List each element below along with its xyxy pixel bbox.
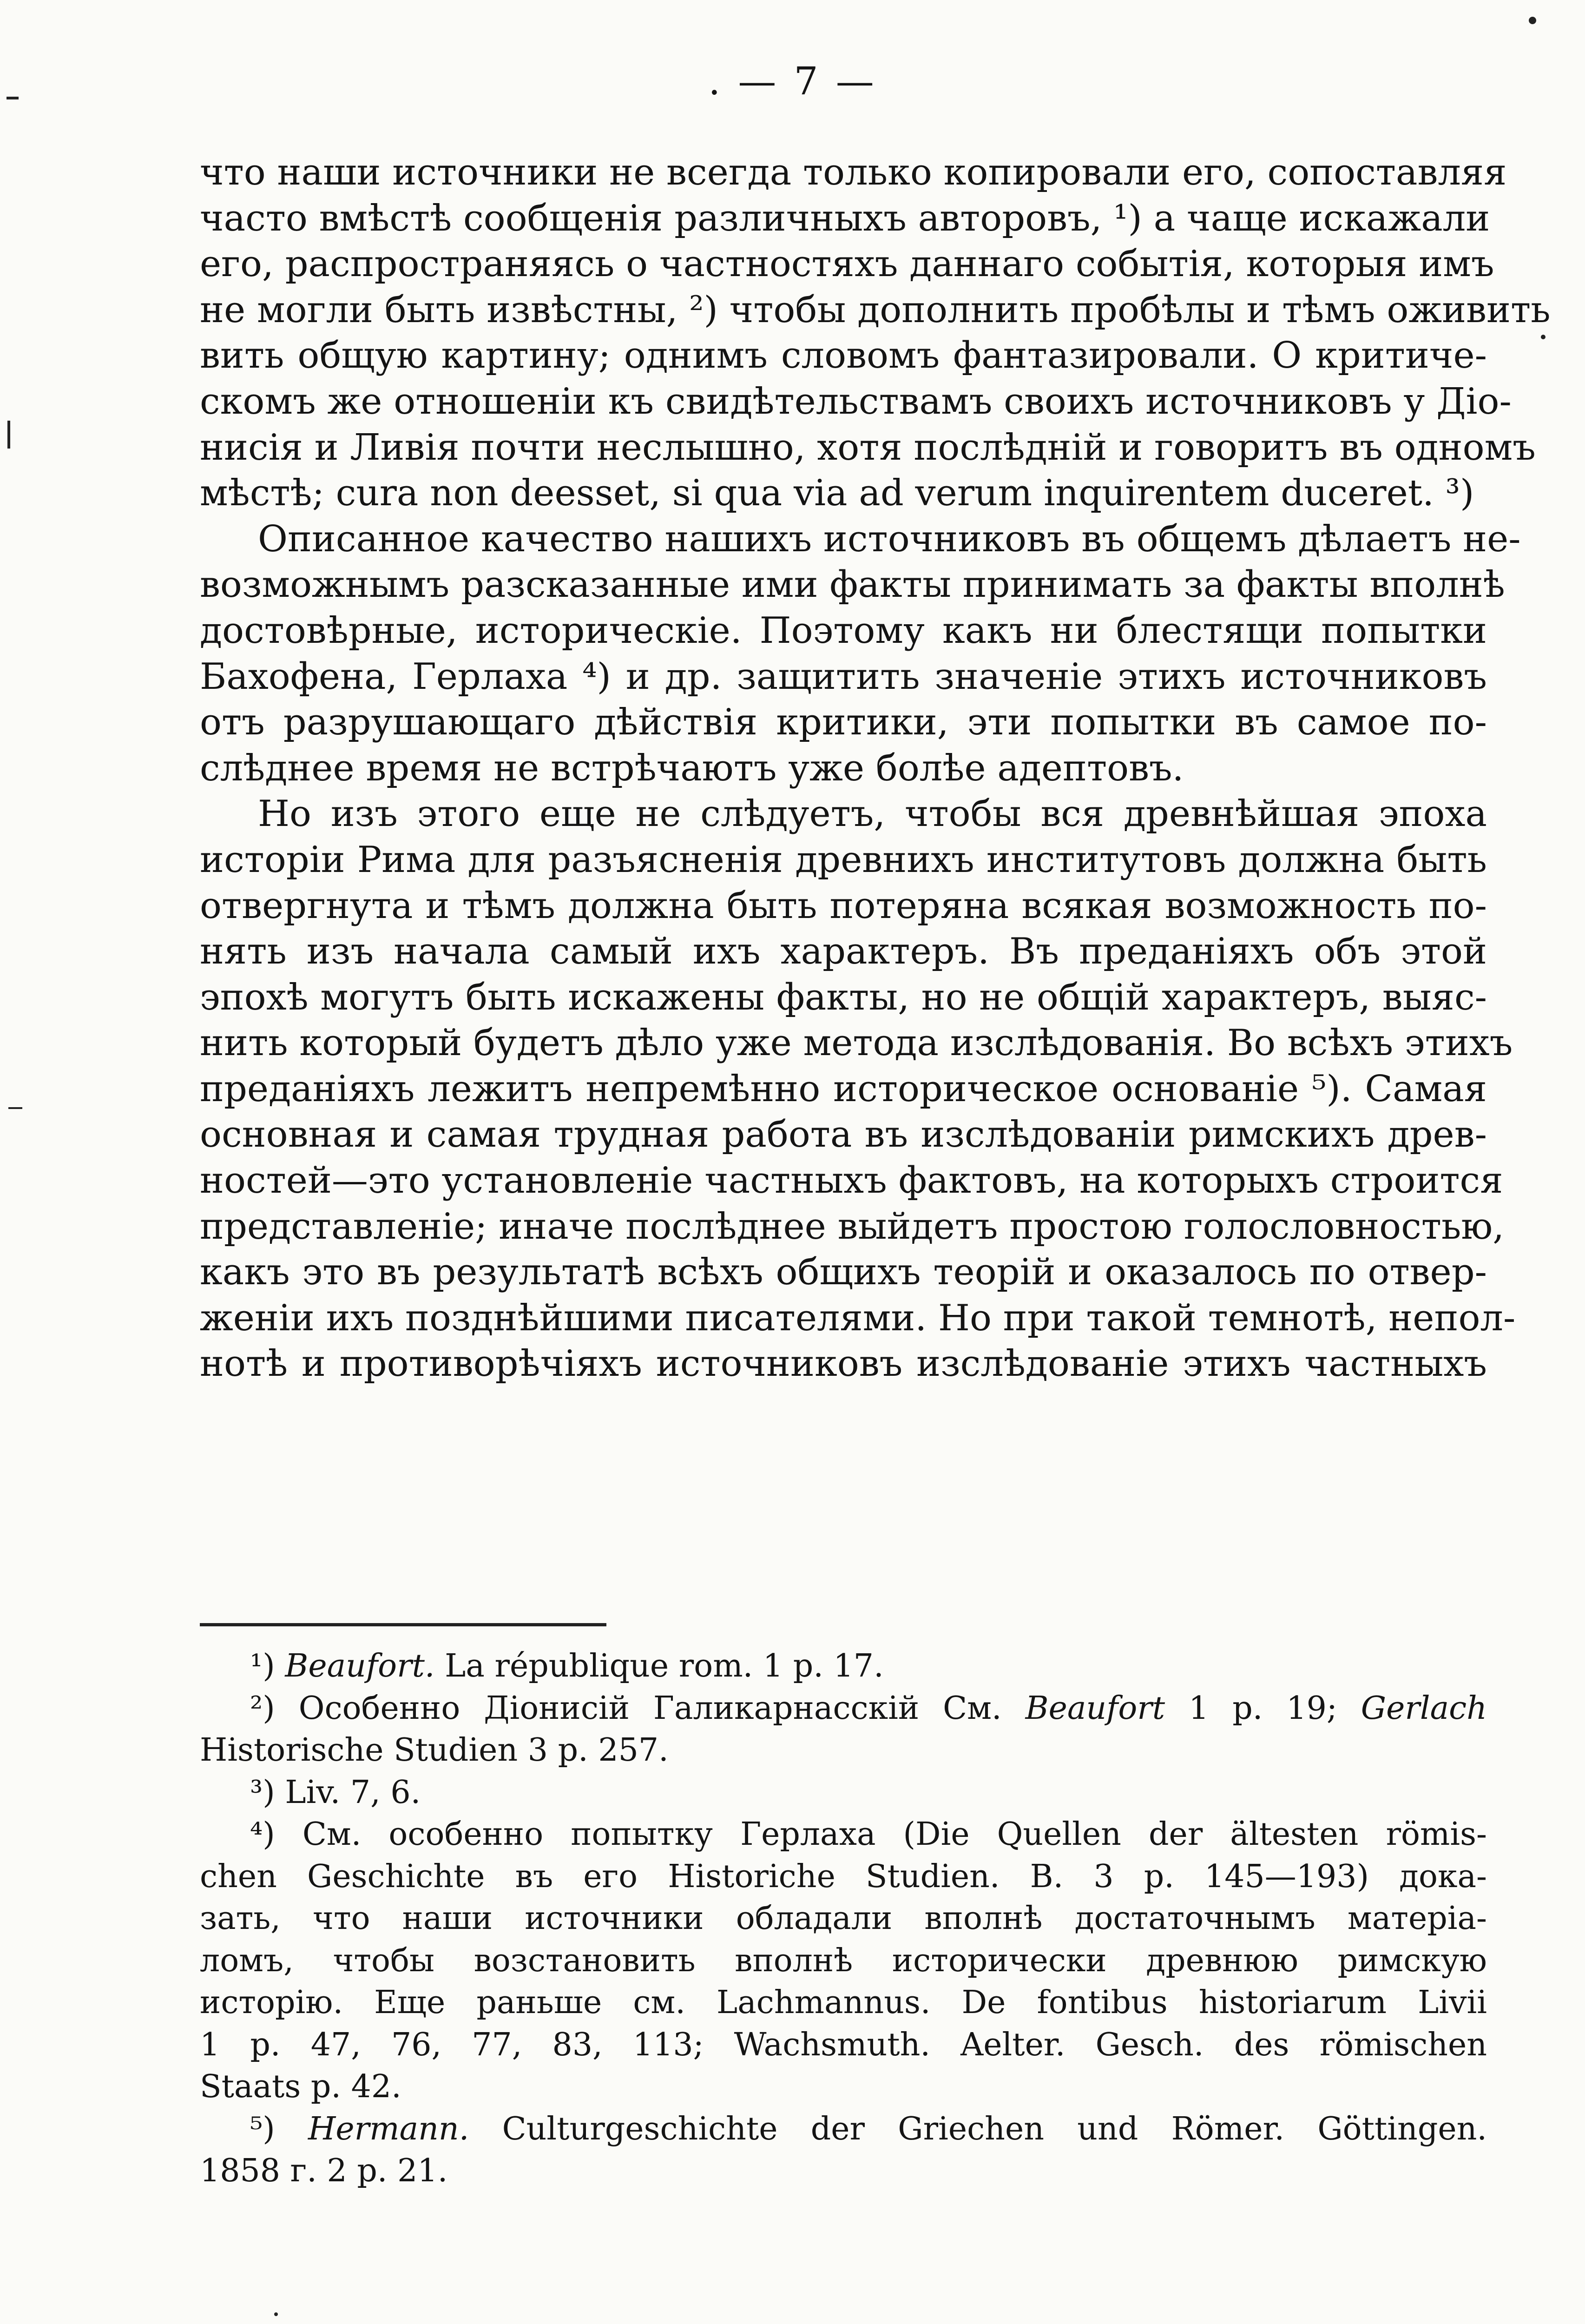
footnote-text: Culturgeschichte der Griechen und Römer. Göttingen.	[502, 2110, 1487, 2147]
footnote-3	[200, 1772, 1487, 1814]
scan-speck	[274, 2312, 278, 2316]
footnote-4-line: зать, что наши источники обладали вполнѣ достаточнымъ матеріа-	[200, 1900, 1487, 1937]
text-line: эпохѣ могутъ быть искажены факты, но не общій характеръ, выяс-	[200, 976, 1487, 1018]
text-line: скомъ же отношеніи къ свидѣтельствамъ своихъ источниковъ у Діо-	[200, 380, 1512, 423]
text-line: возможнымъ разсказанные ими факты принимать за факты вполнѣ	[200, 564, 1505, 606]
text-line: отъ разрушающаго дѣйствія критики, эти попытки въ самое по-	[200, 701, 1487, 744]
footnote-author: Hermann.	[308, 2110, 469, 2147]
text-line: представленіе; иначе послѣднее выйдетъ простою голословностью,	[200, 1205, 1505, 1248]
footnote-4-line: Staats p. 42.	[200, 2068, 401, 2105]
text-line: нять изъ начала самый ихъ характеръ. Въ преданіяхъ объ этой	[200, 931, 1487, 973]
scan-speck	[8, 1107, 22, 1109]
footnote-text: 1 p. 19;	[1189, 1690, 1337, 1727]
footnote-author: Beaufort.	[285, 1648, 435, 1684]
footnote-2-continued: Historische Studien 3 p. 257.	[200, 1732, 669, 1769]
text-line: его, распространяясь о частностяхъ даннаго событія, которыя имъ	[200, 243, 1494, 285]
text-line: слѣднее время не встрѣчаютъ уже болѣе адептовъ.	[200, 747, 1184, 789]
footnote-marker: ¹)	[250, 1648, 275, 1684]
paragraph-2	[200, 516, 1521, 792]
text-line: Описанное качество нашихъ источниковъ въ общемъ дѣлаетъ не-	[258, 518, 1521, 560]
footnote-author: Gerlach	[1361, 1690, 1487, 1727]
text-line: часто вмѣстѣ сообщенія различныхъ авторовъ, ¹) а чаще искажали	[200, 197, 1490, 239]
footnote-text: Liv. 7, 6.	[285, 1774, 421, 1811]
text-line: исторіи Рима для разъясненія древнихъ институтовъ должна быть	[200, 838, 1487, 881]
footnote-author: Beaufort	[1025, 1690, 1165, 1727]
footnote-4-line: chen Geschichte въ его Historiche Studien. B. 3 p. 145—193) дока-	[200, 1858, 1487, 1895]
footnote-4-line: исторію. Еще раньше см. Lachmannus. De fontibus historiarum Livii	[200, 1984, 1487, 2021]
text-line: нотѣ и противорѣчіяхъ источниковъ изслѣдованіе этихъ частныхъ	[200, 1343, 1487, 1385]
footnote-1	[200, 1645, 1487, 1688]
text-line: мѣстѣ; cura non deesset, si qua via ad verum inquirentem duceret. ³)	[200, 472, 1474, 515]
text-line: какъ это въ результатѣ всѣхъ общихъ теорій и оказалось по отвер-	[200, 1251, 1487, 1294]
text-line: нить который будетъ дѣло уже метода изслѣдованія. Во всѣхъ этихъ	[200, 1022, 1513, 1064]
paragraph-3	[200, 791, 1516, 1387]
text-line: преданіяхъ лежитъ непремѣнно историческое основаніе ⁵). Самая	[200, 1068, 1487, 1110]
scan-speck	[7, 97, 19, 99]
footnote-text: Особенно Діонисій Галикарнасскій См.	[298, 1690, 1002, 1727]
text-line: не могли быть извѣстны, ²) чтобы дополнить пробѣлы и тѣмъ оживить	[200, 289, 1551, 331]
footnote-4	[200, 1814, 1487, 1856]
footnote-marker: ²)	[250, 1690, 275, 1727]
footnote-divider	[200, 1623, 606, 1626]
page-number: . — 7 —	[708, 59, 877, 104]
text-line: женіи ихъ позднѣйшими писателями. Но при такой темнотѣ, непол-	[200, 1297, 1516, 1339]
footnote-5-continued: 1858 г. 2 p. 21.	[200, 2152, 448, 2189]
text-line: Бахофена, Герлаха ⁴) и др. защитить значеніе этихъ источниковъ	[200, 655, 1487, 698]
body-text	[200, 150, 1551, 1387]
footnote-text: См. особенно попытку Герлаха (Die Quellen der ältesten römis-	[302, 1816, 1487, 1853]
footnote-text: La république rom. 1 p. 17.	[445, 1648, 884, 1684]
footnote-5	[200, 2108, 1487, 2151]
footnote-marker: ³)	[250, 1774, 275, 1811]
footnote-4-line: 1 p. 47, 76, 77, 83, 113; Wachsmuth. Aelter. Gesch. des römischen	[200, 2026, 1487, 2063]
text-line: нисія и Ливія почти неслышно, хотя послѣдній и говоритъ въ одномъ	[200, 426, 1536, 469]
text-line: достовѣрные, историческіе. Поэтому какъ ни блестящи попытки	[200, 609, 1487, 652]
footnote-marker: ⁴)	[250, 1816, 275, 1853]
scan-speck	[1541, 335, 1546, 339]
scan-speck	[7, 421, 10, 449]
paragraph-1	[200, 150, 1551, 516]
text-line: что наши источники не всегда только копировали его, сопоставляя	[200, 152, 1507, 193]
text-line: вить общую картину; однимъ словомъ фантазировали. О критиче-	[200, 335, 1487, 377]
text-line: ностей—это установленіе частныхъ фактовъ, на которыхъ строится	[200, 1160, 1503, 1202]
footnotes	[200, 1645, 1487, 2192]
scan-speck	[1529, 17, 1536, 24]
footnote-2	[200, 1688, 1487, 1730]
text-line: отвергнута и тѣмъ должна быть потеряна всякая возможность по-	[200, 885, 1487, 927]
footnote-4-line: ломъ, чтобы возстановить вполнѣ исторически древнюю римскую	[200, 1942, 1487, 1979]
text-line: Но изъ этого еще не слѣдуетъ, чтобы вся древнѣйшая эпоха	[258, 793, 1487, 835]
text-line: основная и самая трудная работа въ изслѣдованіи римскихъ древ-	[200, 1114, 1487, 1156]
footnote-marker: ⁵)	[250, 2110, 275, 2147]
